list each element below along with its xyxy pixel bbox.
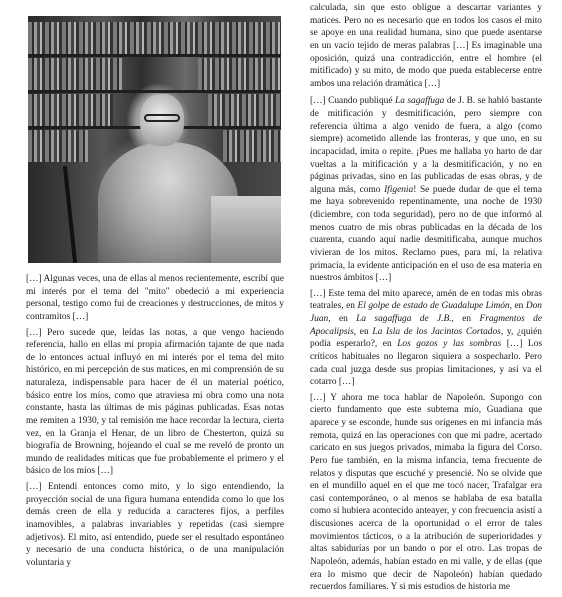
shelf-board: [28, 54, 281, 57]
title-italic: El golpe de estado de Guadalupe Limón: [357, 301, 510, 312]
left-column: [26, 273, 284, 572]
title-italic: Don Juan: [310, 301, 542, 324]
title-italic: La sagaffuga: [395, 96, 445, 107]
bookshelf-row: [223, 130, 281, 162]
title-italic: Ifigenia: [384, 184, 414, 195]
title-italic: Fragmentos de Apocalipsis: [310, 314, 542, 337]
bookshelf-row: [28, 22, 281, 54]
bookshelf-row: [208, 94, 281, 126]
paragraph: […] Algunas veces, una de ellas al menos recientemente, escribí que mi interés por el tema del "mito" obedeció a mi experiencia personal, testigo como fui de creaciones y destrucciones, de mitos y contramitos […]: [26, 274, 284, 322]
bookshelf-row: [28, 58, 123, 90]
title-italic: La sagaffuga de J.B.: [356, 314, 452, 324]
paragraph: calculada, sin que esto obligue a descartar variantes y matices. Pero no es necesario que en todos los casos el mito se apoye en una realidad humana, sino que puede asentarse en un vacío tejido de meras palabras […] Es imaginable una oposición, quizá una contradicción, entre el hombre (el mitificado) y su mito, de modo que pueda establecerse entre ambos una relación dramática […]: [310, 3, 542, 89]
walking-cane: [63, 166, 77, 263]
right-column: [310, 2, 542, 597]
title-italic: La Isla de los Jacintos Cortados: [372, 326, 501, 337]
bookshelf-row: [198, 58, 281, 90]
paragraph: […] Este tema del mito aparece, amén de en todas mis obras teatrales, en El golpe de estado de Guadalupe Limón, en Don Juan, en La sagaffuga de J.B., en Fragmentos de Apocalipsis, en La Isla de los Jacintos Cortados, y, ¿quién podía esperarlo?, en Los gozos y las sombras […] Los críticos habituales no llegaron siquiera a sospecharlo. Pero cada cual juzga desde sus propias limitaciones, y así va el cotarro […]: [310, 288, 542, 388]
title-italic: Los gozos y las sombras: [397, 339, 502, 350]
paragraph: […] Cuando publiqué La sagaffuga de J. B. se habló bastante de mitificación y desmitificación, pero siempre con referencia última a algo venido de fuera, a algo (como siempre) acometido allende las fronteras, y que uno, en su incapacidad, imita o repite. ¡Pues me hallaba yo harto de dar vueltas a la mitificación y a la desmitificación, y no en páginas privadas, sino en las publicadas de esas obras, y de alguna más, como Ifigenia! Se puede dudar de que el tema me haya sobrevenido repentinamente, una noche de 1930 (diciembre, con toda seguridad), pero no de que informó al menos cuatro de mis obras publicadas en la década de los cuarenta, cuando aquí nadie desmitificaba, aunque muchos vivieran de los mitos. Reclamo pues, para mí, la relativa primacía, la evidente anticipación en el uso de esa materia en nuestros ámbitos […]: [310, 96, 542, 284]
paragraph: […] Pero sucede que, leídas las notas, a que vengo haciendo referencia, hallo en ellas mi propia afirmación tajante de que nada de lo entonces actual influyó en mi interés por el tema del mito histórico, en mi percepción de sus matices, en mi comprensión de su naturaleza, indispensable para hacer de él un material poético, básico entre los míos, como que atraviesa mi obra como una nota constante, hasta las últimas de mis páginas publicadas. Esas notas me remiten a 1930, y tal remisión me hace recordar la lectura, cierta vez, en la Granja el Henar, de un libro de Chesterton, quizá su biografía de Browning, hojeando el cual se me reveló de pronto un mundo de realidades míticas que fue probablemente el primero y el básico de los míos […]: [26, 327, 284, 477]
shelf-board: [28, 90, 281, 93]
table: [211, 196, 281, 263]
glasses: [144, 114, 180, 122]
bookshelf-row: [28, 130, 88, 162]
bookshelf-row: [28, 94, 113, 126]
author-photograph: [28, 16, 281, 263]
paragraph: […] Y ahora me toca hablar de Napoleón. Supongo con cierto fundamento que este subtema mío, Guadiana que aparece y se esconde, hunde sus orígenes en mi infancia más remota, quizá en las operaciones con que mi padre, acertado caricato en sus juegos privados, mimaba la figura del Corso. Pero fue también, en la misma infancia, tema frecuente de relatos y disputas que escuché y presencié. No se olvide que en el mundillo aquel en el que me tocó nacer, Trafalgar era casi contemporáneo, o al menos se hablaba de esa batalla como si hubiera acontecido anteayer, y con frecuencia asistí a discusiones acerca de la oportunidad o el error de tales movimientos tácticos, o a la atribución de superioridades y altas sabidurías por un bando o por el otro. Las tropas de Napoleón, además, habían estado en mi valle, y de ellas (que era lo mismo que decir de Napoleón) habían quedado recuerdos familiares. Y si mis estudios de historia me: [310, 392, 542, 593]
paragraph: […] Entendí entonces como mito, y lo sigo entendiendo, la proyección social de una figura humana entendida como lo que los demás creen de ella y reducida a caracteres fijos, a perfiles inamovibles, a palabras invariables y repetidas (casi siempre adjetivos). El mito, así entendido, puede ser el resultado espontáneo y necesario de una conducta histórica, o de una manipulación voluntaria y: [26, 482, 284, 568]
